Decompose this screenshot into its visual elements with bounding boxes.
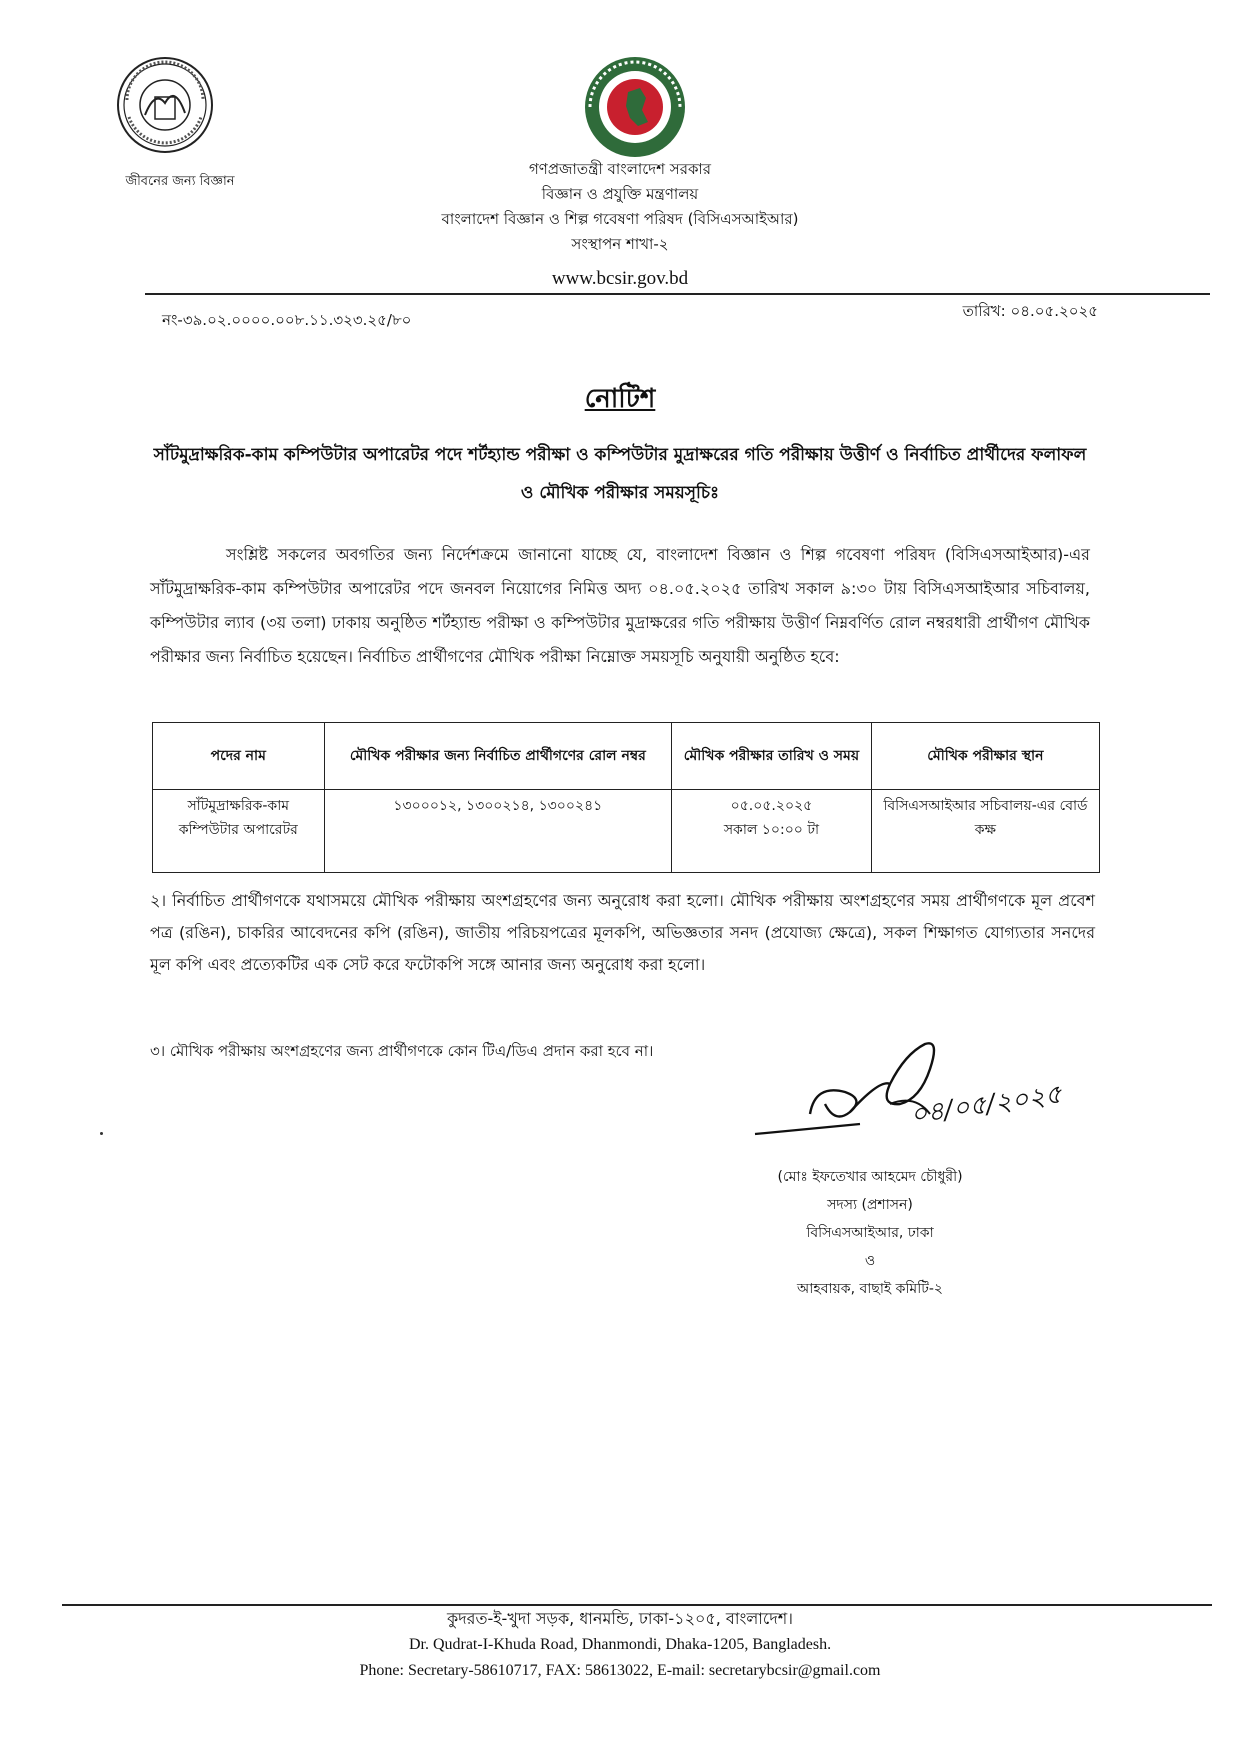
tagline: জীবনের জন্য বিজ্ঞান bbox=[125, 174, 235, 189]
table-header-row bbox=[153, 723, 1100, 790]
organization-header bbox=[300, 157, 940, 257]
header-venue: মৌখিক পরীক্ষার স্থান bbox=[871, 723, 1099, 790]
header-rolls: মৌখিক পরীক্ষার জন্য নির্বাচিত প্রার্থীগণের রোল নম্বর bbox=[324, 723, 672, 790]
footer-english-address: Dr. Qudrat-I-Khuda Road, Dhanmondi, Dhaka-1205, Bangladesh. bbox=[408, 1636, 832, 1653]
signatory-role: আহবায়ক, বাছাই কমিটি-২ bbox=[797, 1281, 943, 1297]
cell-venue: বিসিএসআইআর সচিবালয়-এর বোর্ড কক্ষ bbox=[871, 790, 1099, 873]
stray-mark bbox=[100, 1132, 103, 1135]
government-seal-logo bbox=[580, 52, 690, 162]
signatory-name: (মোঃ ইফতেখার আহমেদ চৌধুরী) bbox=[777, 1169, 963, 1185]
notice-paragraph-text: সংশ্লিষ্ট সকলের অবগতির জন্য নির্দেশক্রমে জানানো যাচ্ছে যে, বাংলাদেশ বিজ্ঞান ও শিল্প গবেষণা পরিষদ (বিসিএসআইআর)-এর সাঁটমুদ্রাক্ষরিক-কাম কম্পিউটার অপারেটর পদে জনবল নিয়োগের নিমিত্ত অদ্য ০৪.০৫.২০২৫ তারিখ সকাল ৯:৩০ টায় বিসিএসআইআর সচিবালয়, কম্পিউটার ল্যাব (৩য় তলা) ঢাকায় অনুষ্ঠিত শর্টহ্যান্ড পরীক্ষা ও কম্পিউটার মুদ্রাক্ষরের গতি পরীক্ষায় উত্তীর্ণ নিম্নবর্ণিত রোল নম্বরধারী প্রার্থীগণ মৌখিক পরীক্ষার জন্য নির্বাচিত হয়েছেন। নির্বাচিত প্রার্থীগণের মৌখিক পরীক্ষা নিম্নোক্ত সময়সূচি অনুযায়ী অনুষ্ঠিত হবে: bbox=[150, 545, 1090, 666]
header-divider bbox=[145, 293, 1210, 295]
website-url: www.bcsir.gov.bd bbox=[551, 268, 689, 289]
footer bbox=[0, 1604, 1240, 1684]
cell-date-time bbox=[672, 790, 872, 873]
header-date-time: মৌখিক পরীক্ষার তারিখ ও সময় bbox=[672, 723, 872, 790]
memo-reference: নং-৩৯.০২.০০০০.০০৮.১১.৩২৩.২৫/৮০ bbox=[162, 311, 412, 329]
header-post: পদের নাম bbox=[153, 723, 325, 790]
notice-subject: সাঁটমুদ্রাক্ষরিক-কাম কম্পিউটার অপারেটর পদে শর্টহ্যান্ড পরীক্ষা ও কম্পিউটার মুদ্রাক্ষরের গতি পরীক্ষায় উত্তীর্ণ ও নির্বাচিত প্রার্থীদের ফলাফল ও মৌখিক পরীক্ষার সময়সূচিঃ bbox=[153, 445, 1087, 503]
table-row bbox=[153, 790, 1100, 873]
notice-paragraph bbox=[150, 538, 1090, 674]
cell-date: ০৫.০৫.২০২৫ bbox=[730, 798, 813, 814]
cell-time: সকাল ১০:০০ টা bbox=[723, 822, 820, 838]
signatory-designation: সদস্য (প্রশাসন) bbox=[827, 1197, 913, 1213]
memo-date: তারিখ: ০৪.০৫.২০২৫ bbox=[962, 302, 1098, 320]
notice-title: নোটিশ bbox=[584, 384, 656, 414]
item-3: ৩। মৌখিক পরীক্ষায় অংশগ্রহণের জন্য প্রার্থীগণকে কোন টিএ/ডিএ প্রদান করা হবে না। bbox=[150, 1042, 654, 1060]
org-line-1: গণপ্রজাতন্ত্রী বাংলাদেশ সরকার bbox=[528, 160, 712, 178]
signature-date: ০৪/০৫/২০২৫ bbox=[908, 1079, 1064, 1131]
signatory-office: বিসিএসআইআর, ঢাকা bbox=[806, 1225, 934, 1241]
org-line-4: সংস্থাপন শাখা-২ bbox=[571, 235, 669, 253]
org-line-2: বিজ্ঞান ও প্রযুক্তি মন্ত্রণালয় bbox=[541, 185, 699, 203]
footer-contact: Phone: Secretary-58610717, FAX: 58613022, E-mail: secretarybcsir@gmail.com bbox=[359, 1662, 881, 1679]
item-2: ২। নির্বাচিত প্রার্থীগণকে যথাসময়ে মৌখিক পরীক্ষায় অংশগ্রহণের জন্য অনুরোধ করা হলো। মৌখিক পরীক্ষায় অংশগ্রহণের সময় প্রার্থীগণকে মূল প্রবেশ পত্র (রঙিন), চাকরির আবেদনের কপি (রঙিন), জাতীয় পরিচয়পত্রের মূলকপি, অভিজ্ঞতার সনদ (প্রযোজ্য ক্ষেত্রে), সকল শিক্ষাগত যোগ্যতার সনদের মূল কপি এবং প্রত্যেকটির এক সেট করে ফটোকপি সঙ্গে আনার জন্য অনুরোধ করা হলো। bbox=[150, 891, 1095, 974]
cell-rolls: ১৩০০০১২, ১৩০০২১৪, ১৩০০২৪১ bbox=[324, 790, 672, 873]
org-line-3: বাংলাদেশ বিজ্ঞান ও শিল্প গবেষণা পরিষদ (বিসিএসআইআর) bbox=[441, 210, 799, 228]
handwritten-signature bbox=[740, 1024, 1070, 1164]
footer-bangla-address: কুদরত-ই-খুদা সড়ক, ধানমন্ডি, ঢাকা-১২০৫, বাংলাদেশ। bbox=[447, 1609, 793, 1628]
bcsir-seal-logo bbox=[115, 55, 215, 155]
cell-post: সাঁটমুদ্রাক্ষরিক-কাম কম্পিউটার অপারেটর bbox=[153, 790, 325, 873]
signatory-conjunction: ও bbox=[864, 1253, 876, 1269]
signatory-block bbox=[720, 1163, 1020, 1303]
schedule-table bbox=[152, 722, 1100, 873]
